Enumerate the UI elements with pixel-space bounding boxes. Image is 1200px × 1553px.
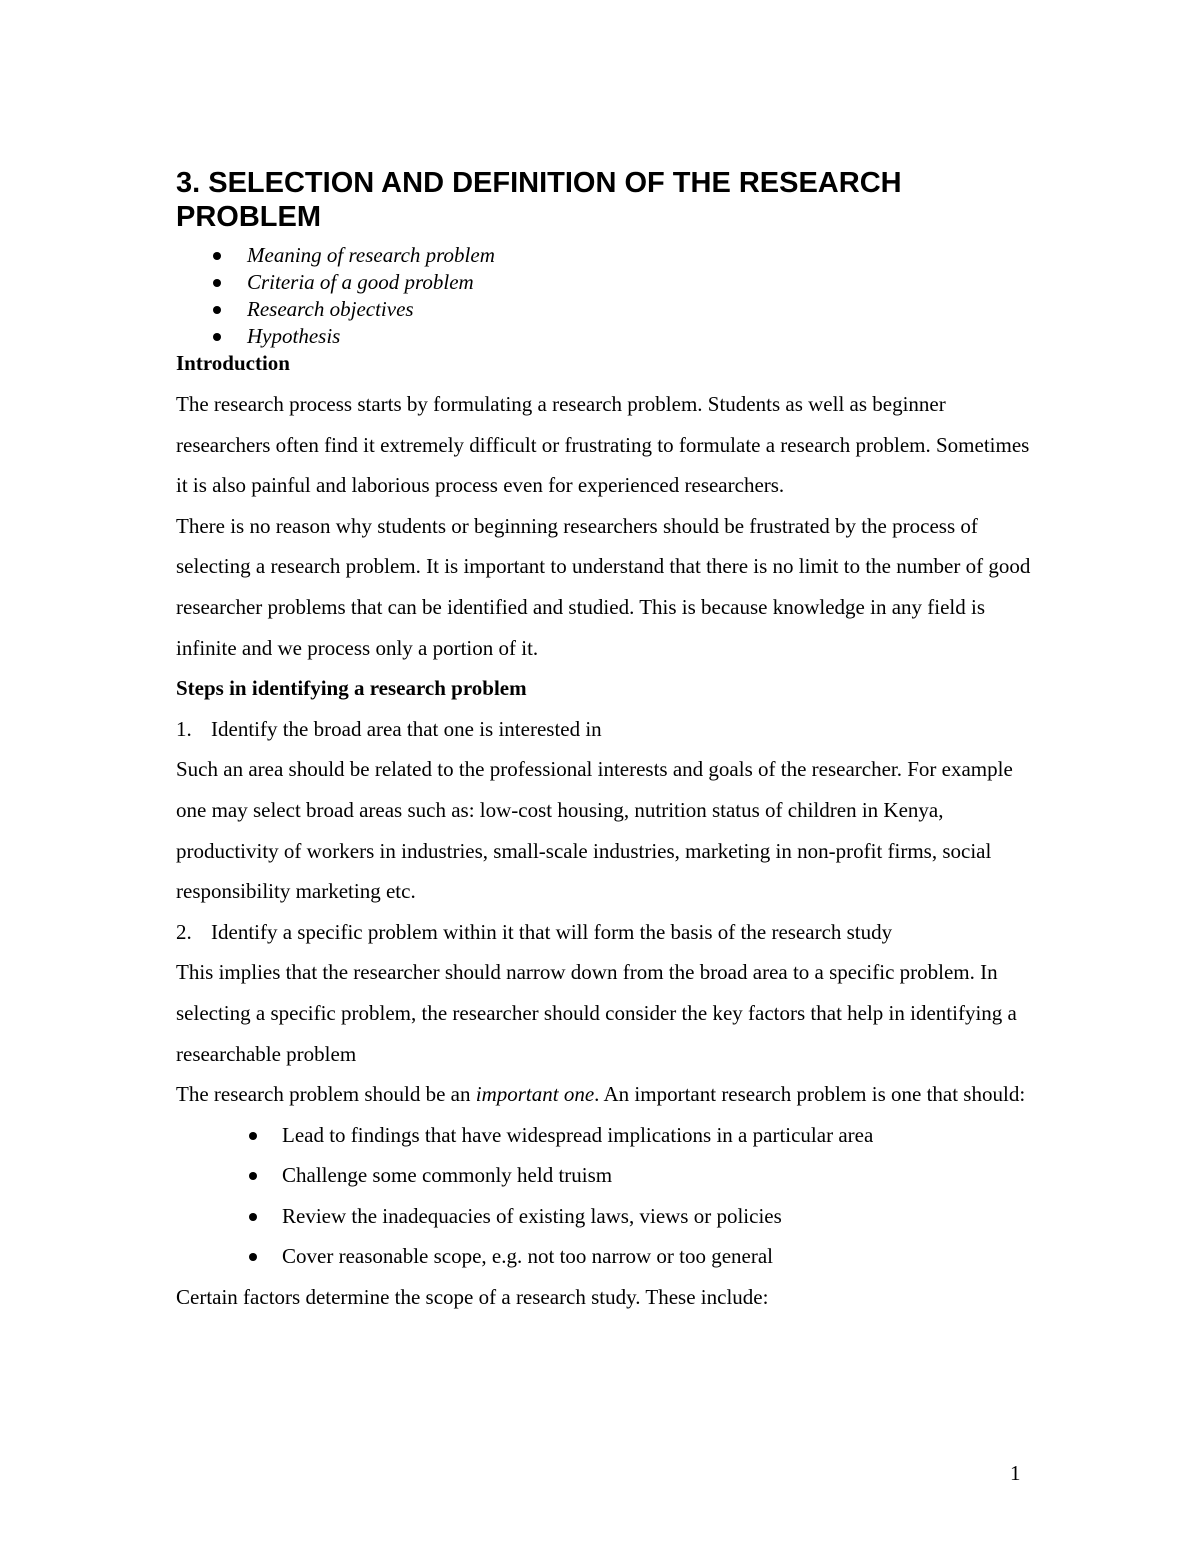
important-text-before: The research problem should be an (176, 1082, 476, 1107)
intro-paragraph: The research process starts by formulating a research problem. Students as well as beginner researchers often find it extremely difficult or frustrating to formulate a research problem. Sometimes it is also painful and laborious process even for experienced researchers. (176, 392, 1030, 498)
step-number: 2. (176, 919, 192, 944)
criteria-item (176, 1196, 1036, 1237)
criteria-list (176, 1115, 1036, 1277)
bullet-icon (213, 306, 221, 314)
criteria-item (176, 1115, 1036, 1156)
topic-item (176, 242, 1036, 269)
intro-paragraph: There is no reason why students or beginning researchers should be frustrated by the process of selecting a research problem. It is important to understand that there is no limit to the number of good researcher problems that can be identified and studied. This is because knowledge in any field is infinite and we process only a portion of it. (176, 513, 1031, 660)
topic-item (176, 269, 1036, 296)
bullet-icon (249, 1213, 257, 1221)
step-text: Identify a specific problem within it that will form the basis of the research study (211, 919, 893, 944)
criteria-item (176, 1155, 1036, 1196)
important-emphasis: important one (475, 1082, 595, 1107)
important-text-after: . An important research problem is one that should: (594, 1082, 1026, 1107)
steps-heading: Steps in identifying a research problem (176, 676, 527, 701)
step-number: 1. (176, 716, 192, 741)
topic-label: Criteria of a good problem (247, 270, 474, 294)
step-text: Identify the broad area that one is interested in (211, 716, 602, 741)
bullet-icon (213, 252, 221, 260)
criteria-item (176, 1236, 1036, 1277)
topic-label: Research objectives (247, 297, 414, 321)
document-title: 3. SELECTION AND DEFINITION OF THE RESEARCH PROBLEM (176, 167, 902, 233)
bullet-icon (249, 1172, 257, 1180)
bullet-icon (213, 279, 221, 287)
bullet-icon (213, 333, 221, 341)
topic-label: Hypothesis (247, 324, 341, 348)
step-body: Such an area should be related to the professional interests and goals of the researcher. For example one may select broad areas such as: low-cost housing, nutrition status of children in Kenya, productivity of workers in industries, small-scale industries, marketing in non-profit firms, social responsibility marketing etc. (176, 757, 1013, 904)
criteria-label: Lead to findings that have widespread implications in a particular area (282, 1122, 874, 1147)
criteria-label: Cover reasonable scope, e.g. not too narrow or too general (282, 1244, 773, 1269)
bullet-icon (249, 1132, 257, 1140)
topic-item (176, 323, 1036, 350)
page-number: 1 (1010, 1461, 1021, 1485)
step-item (176, 912, 1036, 953)
step-item (176, 709, 1036, 750)
criteria-label: Review the inadequacies of existing laws, views or policies (282, 1203, 782, 1228)
scope-paragraph: Certain factors determine the scope of a research study. These include: (176, 1285, 769, 1310)
topic-label: Meaning of research problem (247, 243, 495, 267)
step-body: This implies that the researcher should narrow down from the broad area to a specific problem. In selecting a specific problem, the researcher should consider the key factors that help in identifying a researchable problem (176, 960, 1017, 1066)
bullet-icon (249, 1253, 257, 1261)
page-content (176, 166, 1036, 1318)
topic-item (176, 296, 1036, 323)
criteria-label: Challenge some commonly held truism (282, 1163, 613, 1188)
important-paragraph (176, 1074, 1036, 1115)
introduction-heading: Introduction (176, 351, 290, 375)
topics-list (176, 242, 1036, 350)
